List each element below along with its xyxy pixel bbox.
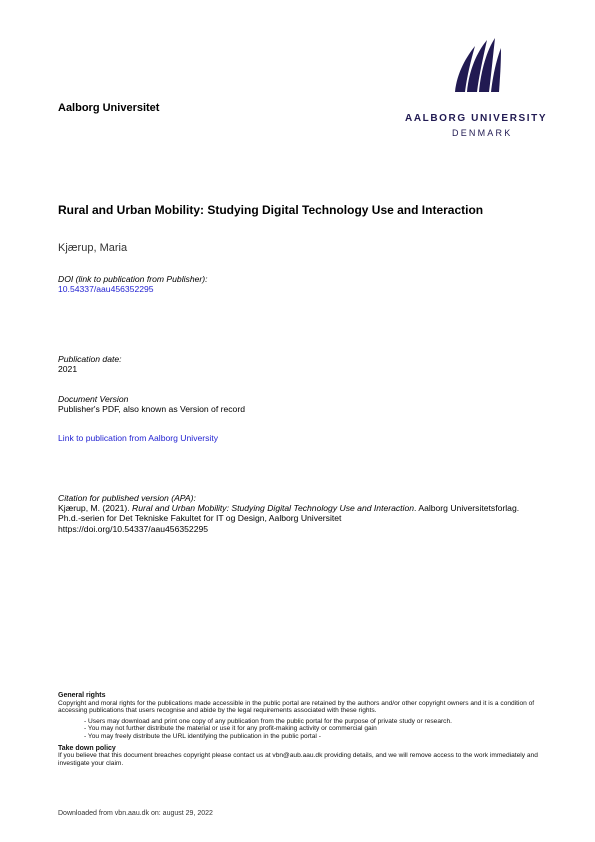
doi-label: DOI (link to publication from Publisher): xyxy=(58,274,208,284)
rights-section xyxy=(58,692,558,767)
link-to-publication[interactable]: Link to publication from Aalborg University xyxy=(58,433,219,443)
logo-waves-icon xyxy=(453,36,505,94)
citation-prefix: Kjærup, M. (2021). xyxy=(58,503,133,513)
citation-url[interactable]: https://doi.org/10.54337/aau456352295 xyxy=(58,523,209,534)
institution-name: Aalborg Universitet xyxy=(58,102,160,114)
publication-date-value: 2021 xyxy=(58,364,78,374)
takedown-heading: Take down policy xyxy=(58,744,116,752)
aalborg-university-logo xyxy=(405,36,561,142)
general-rights-text: Copyright and moral rights for the publications made accessible in the public portal are retained by the authors and/or other copyright owners and it is a condition of accessing publications that users recognise and abide by the legal requirements associated with these rights. xyxy=(58,699,535,715)
publication-title: Rural and Urban Mobility: Studying Digital Technology Use and Interaction xyxy=(58,203,484,217)
citation-label: Citation for published version (APA): xyxy=(58,493,196,503)
download-note: Downloaded from vbn.aau.dk on: august 29, 2022 xyxy=(58,810,213,817)
general-rights-heading: General rights xyxy=(58,692,106,699)
author-name: Kjærup, Maria xyxy=(58,242,128,254)
rights-item: - You may freely distribute the URL identifying the publication in the public portal - xyxy=(84,732,321,740)
doi-link[interactable]: 10.54337/aau456352295 xyxy=(58,284,154,294)
takedown-text: If you believe that this document breaches copyright please contact us at vbn@aub.aau.dk providing details, and we will remove access to the work immediately and investigate your claim. xyxy=(58,752,538,767)
rights-item: - Users may download and print one copy of any publication from the public portal for the purpose of private study or research. xyxy=(84,717,452,725)
document-version-value: Publisher's PDF, also known as Version of record xyxy=(58,404,245,414)
publication-date-label: Publication date: xyxy=(58,354,122,364)
document-version-label: Document Version xyxy=(58,394,129,404)
logo-wordmark: AALBORG UNIVERSITY xyxy=(405,113,548,124)
citation-title: Rural and Urban Mobility: Studying Digital Technology Use and Interaction xyxy=(132,503,415,513)
rights-list xyxy=(58,718,558,741)
citation-rest: . Aalborg Universitetsforlag. Ph.d.-serien for Det Tekniske Fakultet for IT og Design, Aalborg Universitet xyxy=(58,503,520,524)
logo-country: DENMARK xyxy=(452,128,513,138)
rights-item: - You may not further distribute the material or use it for any profit-making activity or commercial gain xyxy=(84,725,377,733)
citation-text xyxy=(58,503,538,534)
